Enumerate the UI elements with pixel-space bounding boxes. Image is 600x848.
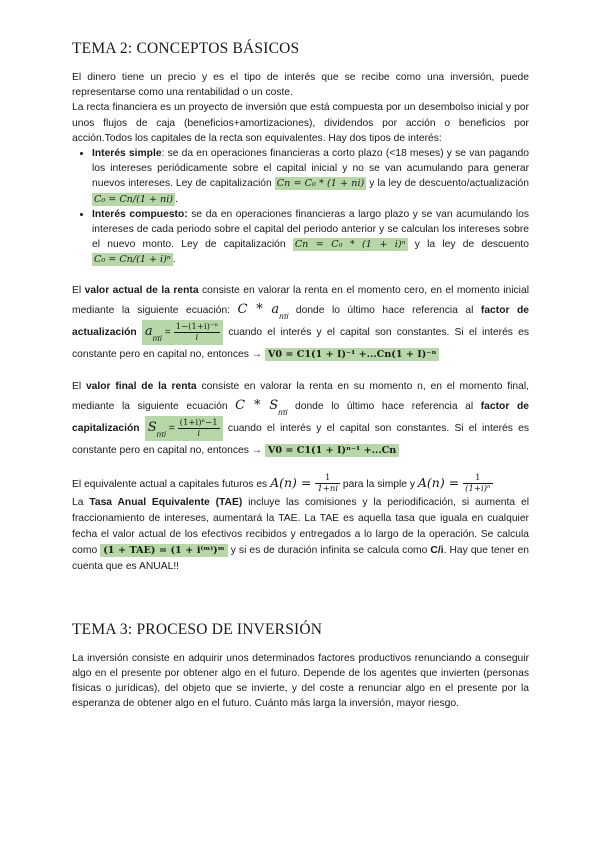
factor-actualizacion-formula bbox=[142, 320, 223, 345]
va-text2: donde lo último hace referencia al bbox=[288, 304, 481, 316]
perpetuity-term: C/i bbox=[430, 544, 444, 556]
valor-actual-term: valor actual de la renta bbox=[84, 284, 199, 296]
vf-fraction bbox=[178, 418, 220, 439]
simple-capitalization-formula: Cn = C₀ * (1 + ni) bbox=[276, 178, 365, 190]
va-text3: cuando el interés y el capital son constantes. Si el interés es constante pero en capital no, entonces → bbox=[72, 326, 529, 360]
tae-pre: La bbox=[72, 496, 90, 508]
vf-variable-capital-formula: V0 = C1(1 + I)ⁿ⁻¹ +...Cn bbox=[265, 444, 399, 457]
list-item-interes-compuesto bbox=[92, 207, 529, 268]
vf-pre: El bbox=[72, 380, 86, 392]
simple-mid-text: y la ley de descuento/actualización bbox=[366, 178, 529, 190]
vf-lhs-sub: nτi bbox=[156, 429, 166, 439]
eq-a1: A(n) = bbox=[270, 474, 316, 490]
eq-num2: 1 bbox=[463, 473, 492, 484]
tae-text2: y si es de duración infinita se calcula como bbox=[227, 544, 431, 556]
list-item-interes-simple bbox=[92, 146, 529, 207]
eq-simple-fraction bbox=[315, 473, 340, 494]
document-page bbox=[72, 40, 529, 711]
eq-mid: para la simple y bbox=[340, 478, 418, 490]
va-eq: = bbox=[161, 326, 174, 338]
va-symbol: C * a bbox=[237, 301, 280, 317]
vf-text2: donde lo último hace referencia al bbox=[287, 400, 481, 412]
va-lhs: a bbox=[144, 323, 153, 339]
factor-actualizacion-term: factor de actualización bbox=[72, 304, 529, 338]
tema3-heading: TEMA 3: PROCESO DE INVERSIÓN bbox=[72, 620, 323, 638]
eq-den1: 1+ni bbox=[317, 484, 339, 495]
va-symbol-subscript: nτi bbox=[279, 311, 289, 321]
va-pre: El bbox=[72, 284, 85, 296]
va-denominator: i bbox=[195, 332, 199, 343]
tema3-paragraph: La inversión consiste en adquirir unos determinados factores productivos renunciando a conseguir algo en el presente por obtener algo en el futuro. Depende de los agentes que invierten (personas físicas o jurídicas), del objeto que se invierte, y del coste a renunciar algo en el presente por la esperanza de obtener algo en el futuro. Cuánto más larga la inversión, mayor riesgo. bbox=[72, 652, 529, 710]
recta-financiera-paragraph: La recta financiera es un proyecto de inversión que está compuesta por un desembolso inicial y por unos flujos de caja (beneficios+amortizaciones), dividendos por acción o beneficios por acción.Todos los capitales de la recta son equivalentes. Hay dos tipos de interés: bbox=[72, 102, 529, 144]
compound-capitalization-formula: Cn = C₀ * (1 + i)ⁿ bbox=[294, 239, 406, 251]
va-lhs-sub: nτi bbox=[152, 333, 162, 343]
valor-final-term: valor final de la renta bbox=[85, 380, 197, 392]
interes-simple-term: Interés simple bbox=[92, 148, 162, 160]
eq-text: El equivalente actual a capitales futuros es bbox=[72, 478, 271, 490]
vf-eq: = bbox=[165, 422, 178, 434]
eq-num1: 1 bbox=[315, 473, 340, 484]
tae-formula: (1 + TAE) = (1 + i⁽ᵐ⁾)ᵐ bbox=[100, 544, 227, 557]
interes-simple-text: : se da en operaciones financieras a corto plazo (<18 meses) y se van pagando los intereses periódicamente sobre el capital inicial y no se van acumulando para generar nuevos intereses. Ley de capitalización bbox=[92, 148, 530, 190]
compound-discount-formula: C₀ = Cn/(1 + i)ⁿ bbox=[94, 254, 171, 266]
va-variable-capital-formula: V0 = C1(1 + I)⁻¹ +...Cn(1 + I)⁻ⁿ bbox=[265, 348, 439, 361]
va-fraction bbox=[174, 322, 221, 343]
valor-actual-paragraph bbox=[72, 281, 529, 364]
eq-den2: (1+i)ⁿ bbox=[465, 484, 491, 495]
simple-discount-formula: C₀ = Cn/(1 + ni) bbox=[94, 193, 174, 205]
tae-term: Tasa Anual Equivalente (TAE) bbox=[89, 496, 243, 508]
valor-final-paragraph bbox=[72, 377, 529, 460]
vf-text: consiste en valorar la renta en su momento n, en el momento final, mediante la siguiente ecuación bbox=[72, 380, 529, 412]
interest-types-list bbox=[72, 146, 529, 268]
tema2-heading: TEMA 2: CONCEPTOS BÁSICOS bbox=[72, 40, 300, 57]
factor-capitalizacion-formula bbox=[145, 416, 223, 441]
vf-symbol: C * S bbox=[235, 397, 279, 413]
vf-text3: cuando el interés y el capital son constantes. Si el interés es constante pero en capital no, entonces → bbox=[72, 422, 530, 456]
vf-numerator: (1+i)ⁿ−1 bbox=[179, 417, 218, 428]
simple-end: . bbox=[175, 193, 178, 205]
va-numerator: 1−(1+i)⁻ⁿ bbox=[175, 321, 219, 332]
compound-end: . bbox=[172, 254, 176, 266]
vf-denominator: i bbox=[197, 428, 201, 439]
interes-compuesto-text: se da en operaciones financieras a largo plazo y se van acumulando los intereses de cada periodo sobre el capital del periodo anterior y se calculan los intereses sobre el nuevo monto. Ley de capitalización bbox=[92, 208, 529, 251]
eq-compound-fraction bbox=[463, 473, 492, 494]
tema2-intro-paragraph: El dinero tiene un precio y es el tipo de interés que se recibe como una inversión, puede representarse como una rentabilidad o un coste. bbox=[72, 72, 529, 99]
vf-symbol-subscript: nτi bbox=[278, 407, 288, 417]
compound-mid-text: y la ley de descuento bbox=[407, 239, 529, 251]
tae-paragraph bbox=[72, 495, 529, 575]
factor-capitalizacion-term: factor de capitalización bbox=[72, 400, 529, 434]
eq-a2: A(n) = bbox=[417, 474, 464, 490]
tae-text: incluye las comisiones y la periodificación, si aumenta el fraccionamiento de intereses, aumentará la TAE. La TAE es aquella tasa que iguala en cualquier fecha el valor actual de los efectivos recibidos y entregados a lo largo de la operación. Se calcula como bbox=[72, 496, 529, 556]
va-text: consiste en valorar la renta en el momento cero, en el momento inicial mediante la siguiente ecuación: bbox=[72, 284, 529, 316]
equivalente-actual-paragraph bbox=[72, 473, 529, 495]
vf-lhs: S bbox=[147, 419, 157, 435]
tae-text3: . Hay que tener en cuenta que es ANUAL!! bbox=[72, 544, 530, 572]
interes-compuesto-term: Interés compuesto: bbox=[92, 208, 188, 220]
